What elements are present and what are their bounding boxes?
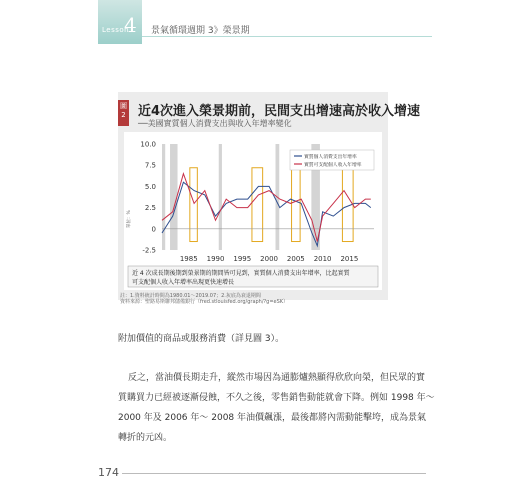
figure-source: 資料來源：聖路易斯聯邦儲備銀行（fred.stlouisfed.org/graph/?g=eSK） [120,299,289,305]
legend-label-income: 實質可支配個人收入年增率 [304,163,362,168]
highlight-boxes [190,168,353,242]
x-tick-label: 2010 [313,255,332,263]
figure-tag: 圖2 [118,100,129,126]
series-line-1 [162,174,371,242]
x-tick-label: 2015 [340,255,359,263]
y-tick-label: 7.5 [144,161,156,170]
chart-panel [124,132,382,290]
recession-band-2 [219,144,222,250]
x-tick-label: 2005 [286,255,305,263]
y-unit-label: 單位：% [127,210,132,228]
figure-subtitle: ──美國實質個人消費支出與收入年增率變化 [138,119,292,128]
y-tick-label: 10.0 [140,140,156,149]
series-lines [162,174,371,246]
highlight-box-2 [292,168,301,242]
y-tick-label: 2.5 [144,204,156,213]
y-tick-label: 0 [151,225,156,234]
y-tick-labels [140,141,156,255]
figure-title: 近4次進入榮景期前，民間支出增速高於收入增速 [138,104,421,119]
footer-divider [122,473,426,474]
y-tick-label: -2.5 [142,246,156,255]
body-paragraph-1: 附加價值的商品或服務消費（詳見圖 3）。 [118,334,285,344]
line-chart [124,132,382,290]
chart-annotation-box [128,266,378,287]
lesson-number: 4 [124,13,137,37]
recession-band-0 [162,144,165,250]
legend [290,150,374,170]
header-divider [142,36,432,37]
highlight-box-1 [252,168,263,242]
body-paragraph-2-line-2: 質購買力已經被逐漸侵蝕，不久之後，零售銷售動能就會下降。例如 1998 年～ [118,393,435,403]
x-tick-label: 2000 [260,255,278,263]
legend-label-consumption: 實質個人消費支出年增率 [304,155,357,160]
page-number: 174 [98,466,119,479]
x-tick-label: 1985 [179,255,198,263]
x-tick-labels [180,255,358,263]
figure-note: 註：1.資料統計時間為1980.01～2019.07；2.灰底為衰退期間 [120,293,261,299]
lesson-label: Lesson [102,26,130,34]
x-tick-label: 1990 [206,255,225,263]
highlight-box-0 [190,168,197,242]
body-paragraph-2-line-1: 反之，當油價長期走升，縱然市場因為通膨爐熱顯得欣欣向榮，但民眾的實 [128,373,426,383]
annotation-line-2: 可支配個人收入年增率出現更快速增長 [132,279,235,286]
annotation-line-1: 近 4 次成長期後期到榮景期的期間皆可見到，實質個人消費支出年增率，比起實質 [132,270,350,277]
body-paragraph-2-line-3: 2000 年及 2006 年～ 2008 年油價飆漲，最後都將內需動能擊垮，成為景氣 [118,413,427,423]
x-tick-label: 1995 [233,255,252,263]
body-paragraph-2-line-4: 轉折的元凶。 [118,433,173,443]
running-header-title: 景氣循環週期 3》榮景期 [151,26,250,36]
y-tick-label: 5.0 [144,182,156,191]
